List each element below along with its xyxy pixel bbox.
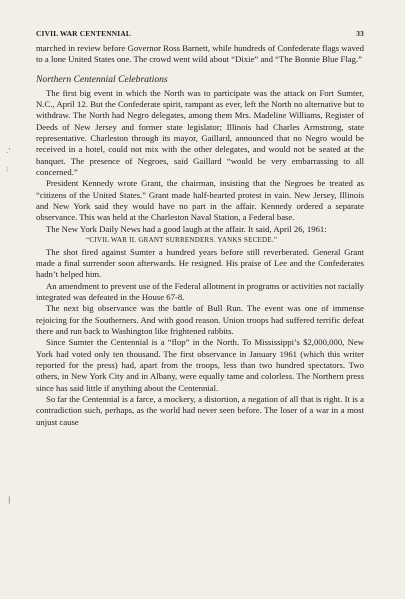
- paragraph: So far the Centennial is a farce, a mockery, a distortion, a negation of all that is right. It is a contradiction such, perhaps, as the world had never seen before. The loser of a war in a most unjust cause: [36, 393, 364, 427]
- paragraph: Since Sumter the Centennial is a “flop” in the North. To Mississippi’s $2,000,000, New York had voted only ten thousand. The first observance in January 1961 (which this writer reported for the press) had, apart from the troops, less than two hundred spectators. Two others, in New York City and in Albany, were equally tame and colorless. The Northern press since has said little if anything about the Centennial.: [36, 337, 364, 393]
- paragraph: President Kennedy wrote Grant, the chairman, insisting that the Negroes be treated as “citizens of the United States.” Grant made half-hearted protest in vain. New Jersey, Illinois and New York said they would have no part in the affair. Kennedy ordered a separate observance. This was held at the Charleston Naval Station, a Federal base.: [36, 178, 364, 223]
- intro-paragraph: marched in review before Governor Ross Barnett, while hundreds of Confederate flags waved to a lone United States one. The crowd went wild about “Dixie” and “The Bonnie Blue Flag.”: [36, 43, 364, 65]
- page-number: 33: [356, 29, 364, 38]
- headline-quote: “CIVIL WAR II. GRANT SURRENDERS. YANKS SECEDE.”: [86, 236, 278, 245]
- margin-mark: .’: [6, 147, 11, 155]
- margin-mark: :: [6, 165, 9, 173]
- paragraph: The shot fired against Sumter a hundred years before still reverberated. General Grant made a final surrender soon afterwards. He resigned. His praise of Lee and the Confederates hadn’t helped him.: [36, 246, 364, 280]
- running-title: CIVIL WAR CENTENNIAL: [36, 29, 132, 38]
- margin-mark: |: [8, 496, 11, 504]
- running-header: [36, 29, 364, 41]
- paragraph: The next big observance was the battle of Bull Run. The event was one of immense rejoicing for the Southerners. And with good reason. Union troops had suffered terrific defeat there and run back to Washington like frightened rabbits.: [36, 303, 364, 336]
- body-text: [36, 43, 364, 428]
- paragraph: The New York Daily News had a good laugh at the affair. It said, April 26, 1961:: [46, 223, 327, 234]
- section-heading: Northern Centennial Celebrations: [36, 73, 168, 85]
- paragraph: The first big event in which the North was to participate was the attack on Fort Sumter, N.C., April 12. But the Confederate spirit, rampant as ever, left the North no alternative but to withdraw. The North had Negro delegates, among them Mrs. Madeline Williams, Register of Deeds of New Jersey and former state legislator; Illinois had Charles Armstrong, state representative. Charleston through its mayor, Gaillard, announced that no Negro would be received in a hotel, could not mix with the other delegates, and would not be seated at the banquet. The presence of Negroes, said Gaillard “would be very embarrassing to all concerned.”: [36, 87, 364, 178]
- paragraph: An amendment to prevent use of the Federal allotment in programs or activities not racially integrated was defeated in the House 67-8.: [36, 280, 364, 302]
